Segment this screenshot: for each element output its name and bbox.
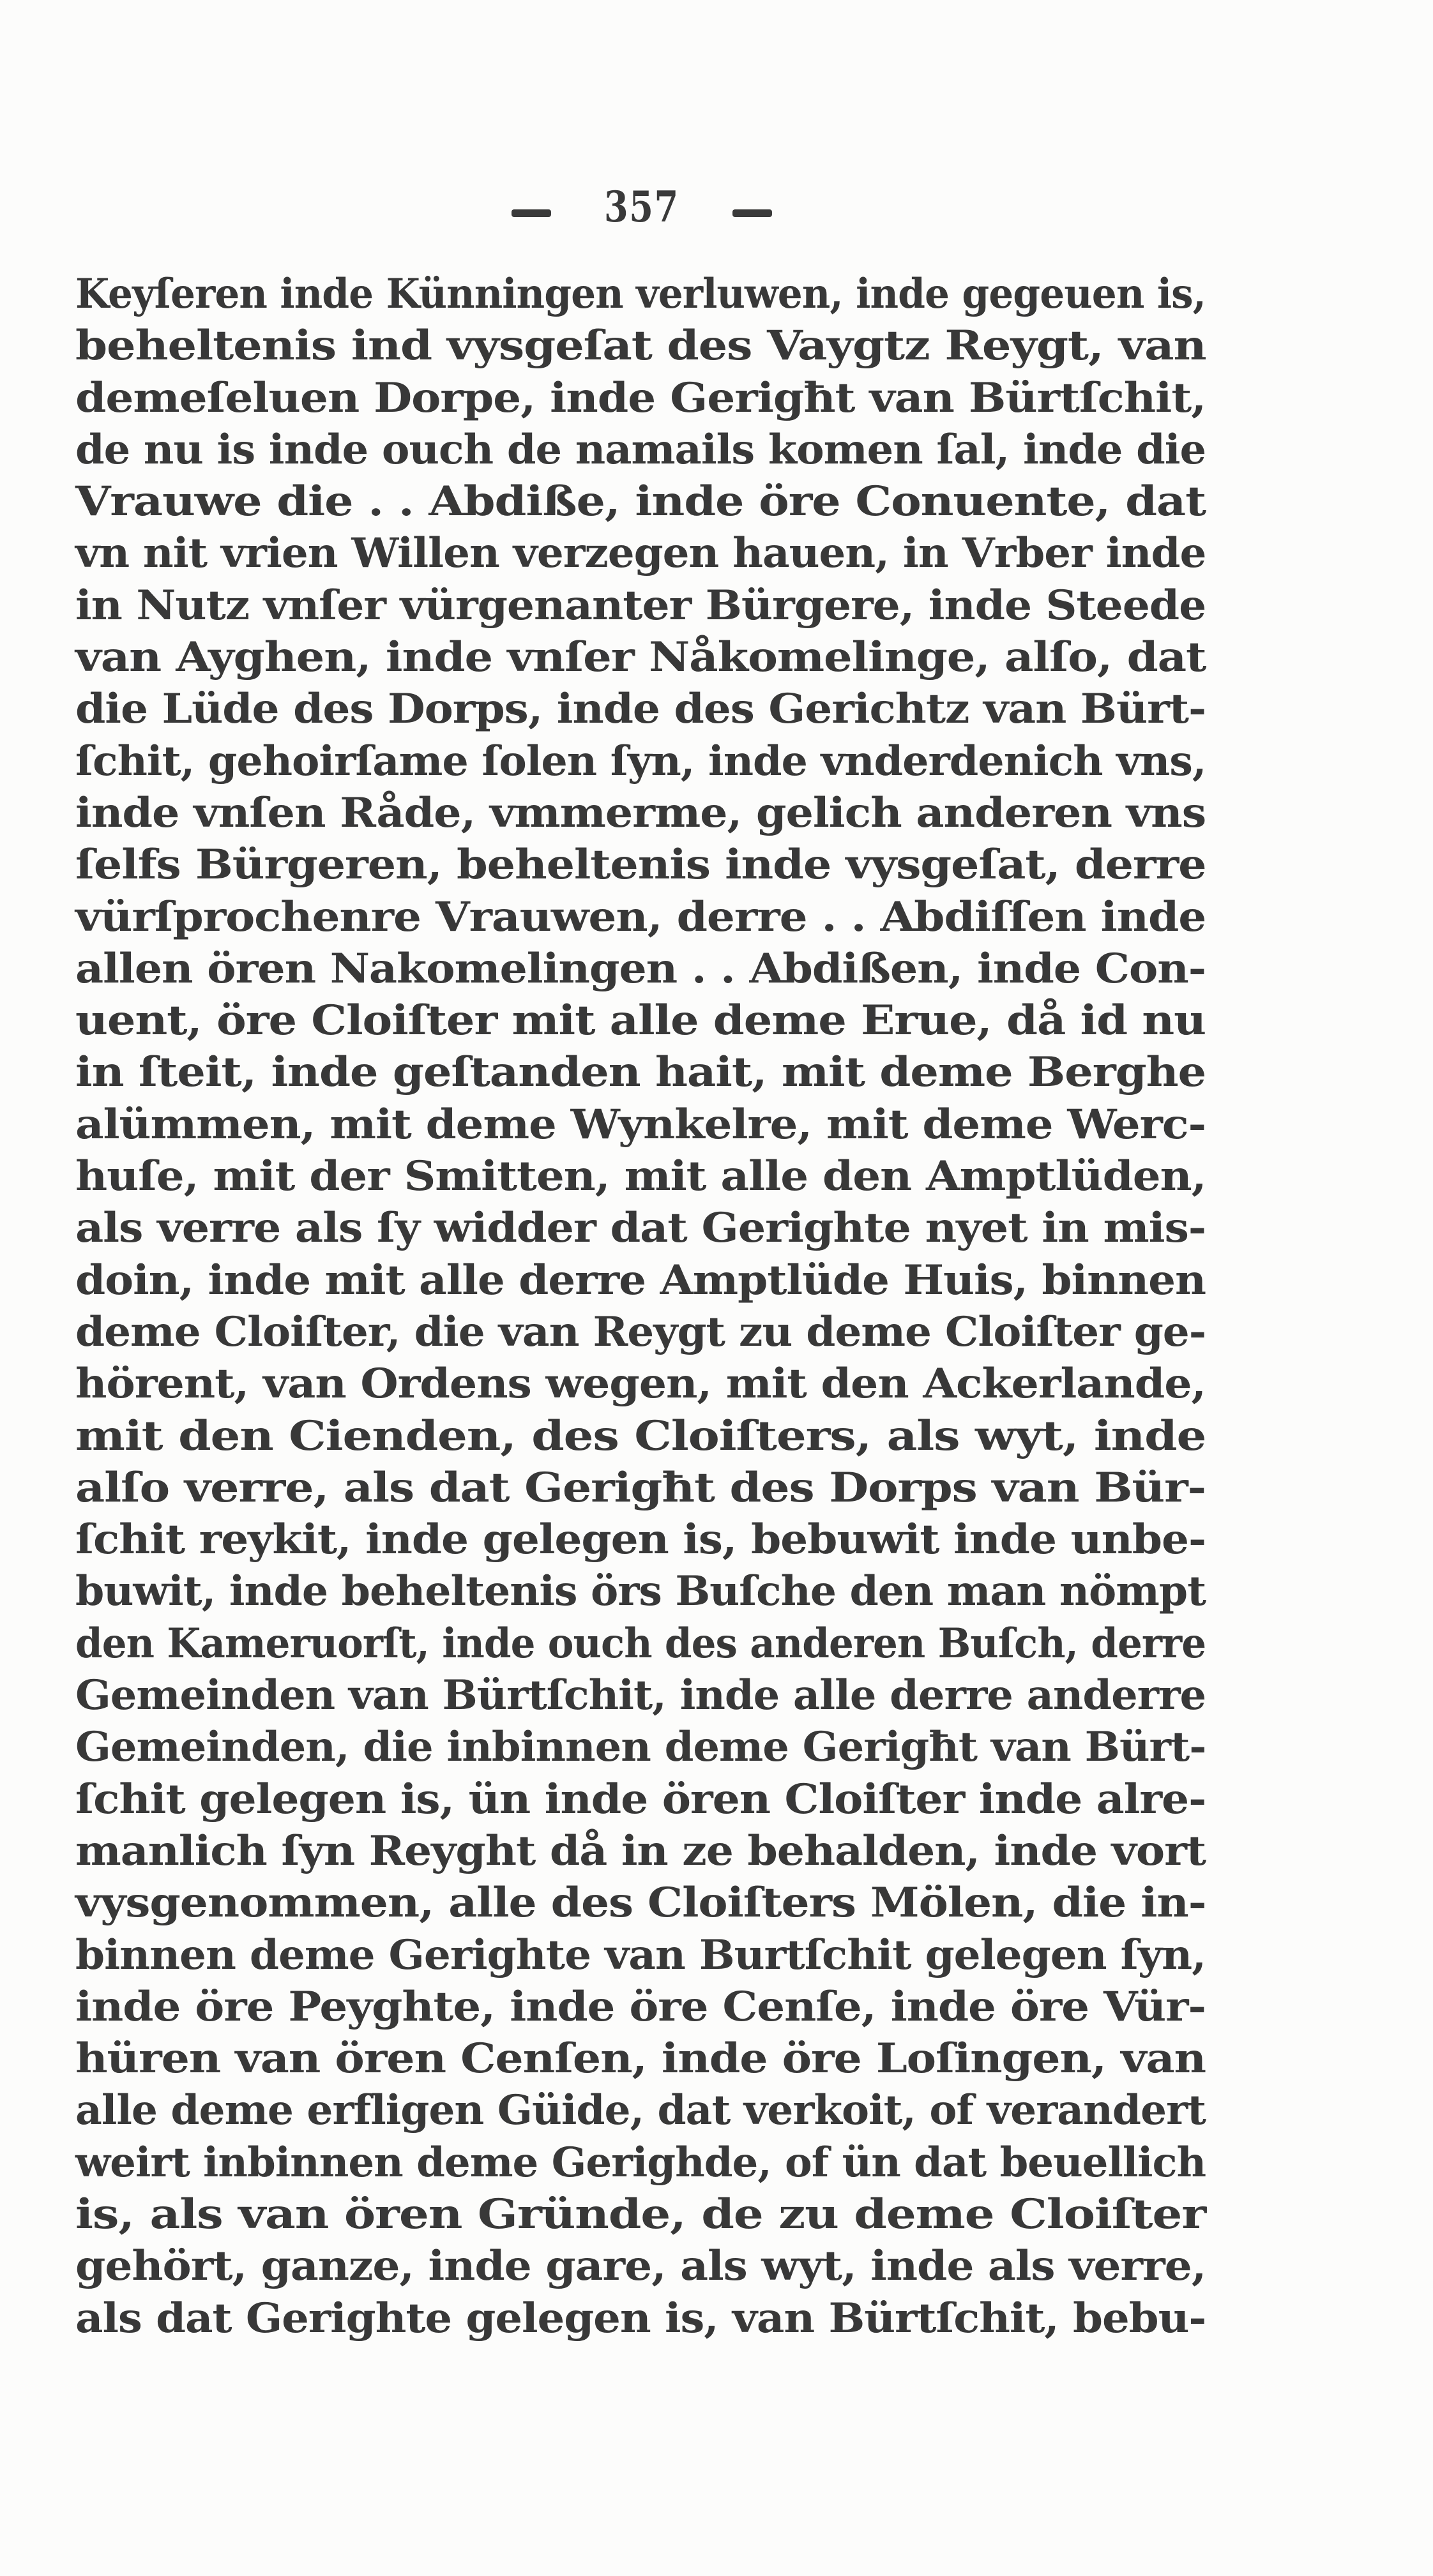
text-line: hüren van ören Cenſen, inde öre Loſingen, van bbox=[75, 2035, 1206, 2083]
text-line: van Ayghen, inde vnſer Nåkomelinge, alſo, dat bbox=[75, 633, 1206, 682]
text-line: doin, inde mit alle derre Amptlüde Huis, binnen bbox=[75, 1256, 1206, 1304]
right-dash bbox=[732, 209, 772, 217]
text-line: mit den Cienden, des Cloiſters, als wyt, inde bbox=[75, 1412, 1206, 1460]
text-line: in ſteit, inde geſtanden hait, mit deme Berghe bbox=[75, 1048, 1206, 1097]
text-line: vn nit vrien Willen verzegen hauen, in Vrber inde bbox=[75, 529, 1206, 578]
text-line: uent, öre Cloiſter mit alle deme Erue, då id nu bbox=[75, 997, 1206, 1045]
text-line: den Kameruorſt, inde ouch des anderen Buſch, derre bbox=[75, 1619, 1206, 1668]
text-line: Gemeinden, die inbinnen deme Gerigħt van Bürt- bbox=[75, 1723, 1206, 1772]
text-line: vürſprochenre Vrauwen, derre . . Abdiſſen inde bbox=[75, 893, 1206, 941]
text-line: ſelfs Bürgeren, beheltenis inde vysgeſat, derre bbox=[75, 841, 1206, 889]
left-dash bbox=[512, 209, 551, 217]
text-line: alle deme erfligen Güide, dat verkoit, of verandert bbox=[75, 2086, 1206, 2135]
text-line: huſe, mit der Smitten, mit alle den Amptlüden, bbox=[75, 1152, 1206, 1201]
text-line: ſchit, gehoirſame ſolen ſyn, inde vnderdenich vns, bbox=[75, 737, 1206, 785]
text-line: is, als van ören Gründe, de zu deme Cloiſter bbox=[75, 2190, 1206, 2238]
text-line: als dat Gerighte gelegen is, van Bürtſchit, bebu- bbox=[75, 2294, 1206, 2342]
text-line: Vrauwe die . . Abdiße, inde öre Conuente, dat bbox=[75, 478, 1206, 526]
text-line: alümmen, mit deme Wynkelre, mit deme Werc- bbox=[75, 1100, 1206, 1149]
page-header bbox=[0, 182, 1284, 232]
text-line: inde vnſen Råde, vmmerme, gelich anderen vns bbox=[75, 788, 1206, 837]
text-line: gehört, ganze, inde gare, als wyt, inde als verre, bbox=[75, 2242, 1206, 2291]
page-number: 357 bbox=[604, 182, 679, 232]
text-line: allen ören Nakomelingen . . Abdißen, inde Con- bbox=[75, 944, 1206, 993]
text-line: als verre als ſy widder dat Gerighte nyet in mis- bbox=[75, 1204, 1206, 1253]
text-line: Keyſeren inde Künningen verluwen, inde gegeuen is, bbox=[75, 270, 1206, 318]
text-line: vysgenommen, alle des Cloiſters Mölen, die in- bbox=[75, 1879, 1206, 1927]
text-line: die Lüde des Dorps, inde des Gerichtz van Bürt- bbox=[75, 685, 1206, 734]
text-line: binnen deme Gerighte van Burtſchit gelegen ſyn, bbox=[75, 1931, 1206, 1979]
text-line: demeſeluen Dorpe, inde Gerigħt van Bürtſchit, bbox=[75, 373, 1206, 422]
text-line: manlich ſyn Reyght då in ze behalden, inde vort bbox=[75, 1827, 1206, 1875]
text-line: deme Cloiſter, die van Reygt zu deme Cloiſter ge- bbox=[75, 1307, 1206, 1356]
text-line: alſo verre, als dat Gerigħt des Dorps van Bür- bbox=[75, 1463, 1206, 1512]
text-line: Gemeinden van Bürtſchit, inde alle derre anderre bbox=[75, 1671, 1206, 1720]
text-line: ſchit reykit, inde gelegen is, bebuwit inde unbe- bbox=[75, 1516, 1206, 1564]
text-line: in Nutz vnſer vürgenanter Bürgere, inde Steede bbox=[75, 581, 1206, 629]
text-line: hörent, van Ordens wegen, mit den Ackerlande, bbox=[75, 1360, 1206, 1408]
text-line: de nu is inde ouch de namails komen ſal, inde die bbox=[75, 425, 1206, 474]
text-line: ſchit gelegen is, ün inde ören Cloiſter inde alre- bbox=[75, 1775, 1206, 1823]
text-line: inde öre Peyghte, inde öre Cenſe, inde öre Vür- bbox=[75, 1982, 1206, 2031]
text-line: buwit, inde beheltenis örs Buſche den man nömpt bbox=[75, 1567, 1206, 1616]
text-line: beheltenis ind vysgeſat des Vaygtz Reygt, van bbox=[75, 322, 1206, 370]
text-line: weirt inbinnen deme Gerighde, of ün dat beuellich bbox=[75, 2138, 1206, 2187]
body-text bbox=[75, 268, 1206, 2344]
